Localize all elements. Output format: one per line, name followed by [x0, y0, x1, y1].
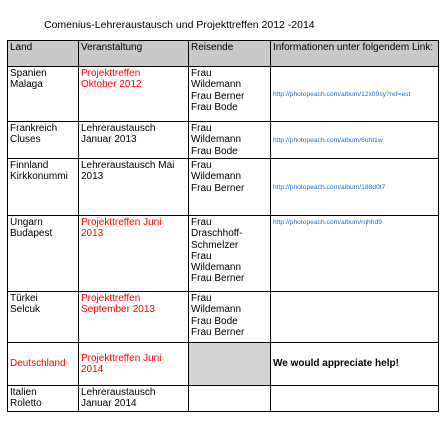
cell-land: Spanien Malaga — [8, 67, 79, 122]
cell-veranstaltung: Projekttreffen Oktober 2012 — [79, 67, 189, 122]
cell-reisende: Frau Wildemann Frau Berner — [189, 159, 271, 216]
header-info: Informationen unter folgendem Link: — [271, 41, 439, 67]
cell-veranstaltung: Projekttreffen Juni 2014 — [79, 343, 189, 386]
cell-info — [271, 67, 439, 122]
page-title: Comenius-Lehreraustausch und Projekttreffen 2012 -2014 — [44, 19, 315, 31]
cell-land: Finnland Kirkkonummi — [8, 159, 79, 216]
album-link[interactable]: http://photopeach.com/album/188d0t7 — [273, 183, 386, 191]
cell-veranstaltung: Projekttreffen Juni 2013 — [79, 216, 189, 292]
table-row — [8, 343, 439, 386]
header-reisende: Reisende — [189, 41, 271, 67]
cell-land: Deutschland — [8, 343, 79, 386]
cell-info — [271, 343, 439, 386]
cell-veranstaltung: Projekttreffen September 2013 — [79, 292, 189, 343]
exchange-table — [7, 40, 439, 412]
album-link[interactable]: http://photopeach.com/album/6uht1w — [273, 136, 383, 144]
header-land: Land — [8, 41, 79, 67]
cell-veranstaltung: Lehreraustausch Mai 2013 — [79, 159, 189, 216]
header-veranstaltung: Veranstaltung — [79, 41, 189, 67]
table-row — [8, 292, 439, 343]
table-row — [8, 386, 439, 412]
cell-reisende — [189, 343, 271, 386]
album-link[interactable]: http://photopeach.com/album/12x09sy?ref=est — [273, 90, 411, 98]
cell-info — [271, 122, 439, 159]
album-link[interactable]: http://photopeach.com/album/rqhhd9 — [273, 219, 382, 226]
cell-veranstaltung: Lehreraustausch Januar 2013 — [79, 122, 189, 159]
cell-land: Frankreich Cluses — [8, 122, 79, 159]
cell-veranstaltung: Lehreraustausch Januar 2014 — [79, 386, 189, 412]
help-note: We would appreciate help! — [273, 358, 399, 370]
cell-land: Türkei Selcuk — [8, 292, 79, 343]
cell-info — [271, 292, 439, 343]
table-row — [8, 122, 439, 159]
cell-info — [271, 216, 439, 292]
table-row — [8, 67, 439, 122]
cell-info — [271, 159, 439, 216]
cell-land: Ungarn Budapest — [8, 216, 79, 292]
cell-land: Italien Roletto — [8, 386, 79, 412]
table-header-row — [8, 41, 439, 67]
table-row — [8, 216, 439, 292]
cell-reisende: Frau Draschhoff- Schmelzer Frau Wildemann Frau Berner — [189, 216, 271, 292]
cell-reisende: Frau Wildemann Frau Bode — [189, 122, 271, 159]
table-row — [8, 159, 439, 216]
cell-reisende — [189, 386, 271, 412]
cell-reisende: Frau Wildemann Frau Bode Frau Berner — [189, 292, 271, 343]
cell-info — [271, 386, 439, 412]
cell-reisende: Frau Wildemann Frau Berner Frau Bode — [189, 67, 271, 122]
